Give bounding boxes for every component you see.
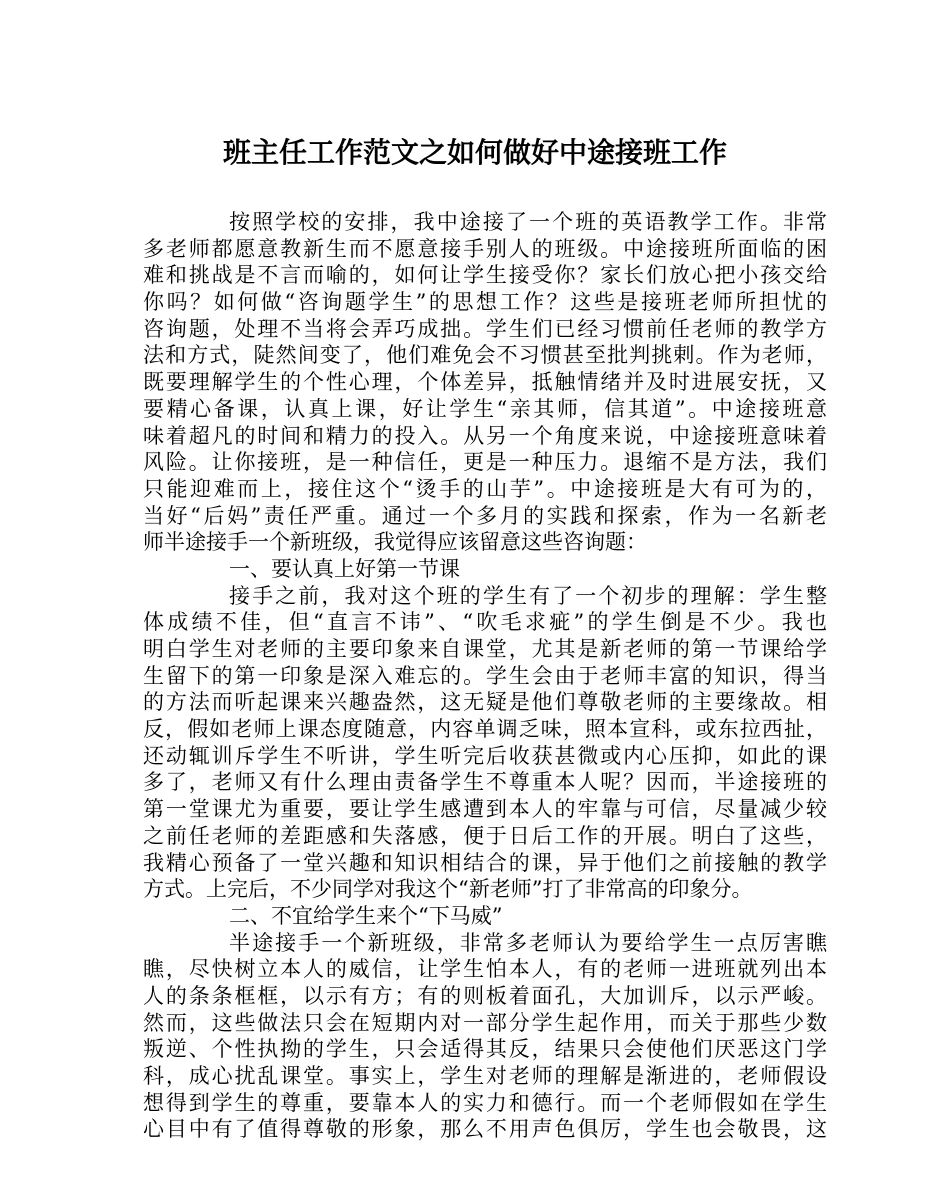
text-line: 半途接手一个新班级，非常多老师认为要给学生一点厉害瞧 <box>229 930 827 955</box>
text-line: 人的条条框框，以示有方；有的则板着面孔，大加训斥，以示严峻。 <box>143 983 827 1008</box>
text-line: 然而，这些做法只会在短期内对一部分学生起作用，而关于那些少数 <box>143 1010 827 1035</box>
text-line: 体成绩不佳，但“直言不讳”、“吹毛求疵”的学生倒是不少。我也 <box>143 610 827 635</box>
document-body <box>143 209 827 1143</box>
text-line: 心目中有了值得尊敬的形象，那么不用声色俱厉，学生也会敬畏，这 <box>143 1117 827 1142</box>
text-line: 味着超凡的时间和精力的投入。从另一个角度来说，中途接班意味着 <box>143 423 827 448</box>
text-line: 按照学校的安排，我中途接了一个班的英语教学工作。非常 <box>229 210 827 234</box>
text-line: 我精心预备了一堂兴趣和知识相结合的课，异于他们之前接触的教学 <box>143 850 827 875</box>
text-line: 方式。上完后，不少同学对我这个“新老师”打了非常高的印象分。 <box>143 877 753 902</box>
text-line: 的方法而听起课来兴趣盎然，这无疑是他们尊敬老师的主要缘故。相 <box>143 690 827 715</box>
text-line: 反，假如老师上课态度随意，内容单调乏味，照本宣科，或东拉西扯， <box>143 717 827 742</box>
text-line: 法和方式，陡然间变了，他们难免会不习惯甚至批判挑剌。作为老师， <box>143 343 827 368</box>
text-line: 科，成心扰乱课堂。事实上，学生对老师的理解是渐进的，老师假设 <box>143 1064 827 1088</box>
document-title: 班主任工作范文之如何做好中途接班工作 <box>222 136 727 169</box>
text-line: 只能迎难而上，接住这个“烫手的山芋”。中途接班是大有可为的， <box>143 476 827 501</box>
text-line: 之前任老师的差距感和失落感，便于日后工作的开展。明白了这些， <box>143 823 827 848</box>
text-line: 你吗？如何做“咨询题学生”的思想工作？这些是接班老师所担忧的 <box>143 290 827 315</box>
text-line: 生留下的第一印象是深入难忘的。学生会由于老师丰富的知识，得当 <box>143 663 827 688</box>
text-line: 多了，老师又有什么理由责备学生不尊重本人呢？因而，半途接班的 <box>143 770 827 795</box>
text-line: 咨询题，处理不当将会弄巧成拙。学生们已经习惯前任老师的教学方 <box>143 316 827 341</box>
text-line: 师半途接手一个新班级，我觉得应该留意这些咨询题： <box>143 530 647 555</box>
text-line: 想得到学生的尊重，要靠本人的实力和德行。而一个老师假如在学生 <box>143 1090 827 1115</box>
text-line: 一、要认真上好第一节课 <box>229 556 460 581</box>
text-line: 还动辄训斥学生不听讲，学生听完后收获甚微或内心压抑，如此的课 <box>143 743 827 768</box>
text-line: 接手之前，我对这个班的学生有了一个初步的理解：学生整 <box>229 583 827 608</box>
text-line: 要精心备课，认真上课，好让学生“亲其师，信其道”。中途接班意 <box>143 396 827 421</box>
text-line: 瞧，尽快树立本人的威信，让学生怕本人，有的老师一进班就列出本 <box>143 957 827 982</box>
text-line: 当好“后妈”责任严重。通过一个多月的实践和探索，作为一名新老 <box>143 503 827 528</box>
text-line: 既要理解学生的个性心理，个体差异，抵触情绪并及时进展安抚，又 <box>143 370 827 395</box>
text-line: 二、不宜给学生来个“下马威” <box>229 903 503 928</box>
text-line: 难和挑战是不言而喻的，如何让学生接受你？家长们放心把小孩交给 <box>143 263 827 288</box>
text-line: 第一堂课尤为重要，要让学生感遭到本人的牢靠与可信，尽量减少较 <box>143 797 827 822</box>
text-line: 风险。让你接班，是一种信任，更是一种压力。退缩不是方法，我们 <box>143 450 827 475</box>
text-line: 叛逆、个性执拗的学生，只会适得其反，结果只会使他们厌恶这门学 <box>143 1037 827 1062</box>
text-line: 多老师都愿意教新生而不愿意接手别人的班级。中途接班所面临的困 <box>143 236 827 261</box>
text-line: 明白学生对老师的主要印象来自课堂，尤其是新老师的第一节课给学 <box>143 637 827 661</box>
